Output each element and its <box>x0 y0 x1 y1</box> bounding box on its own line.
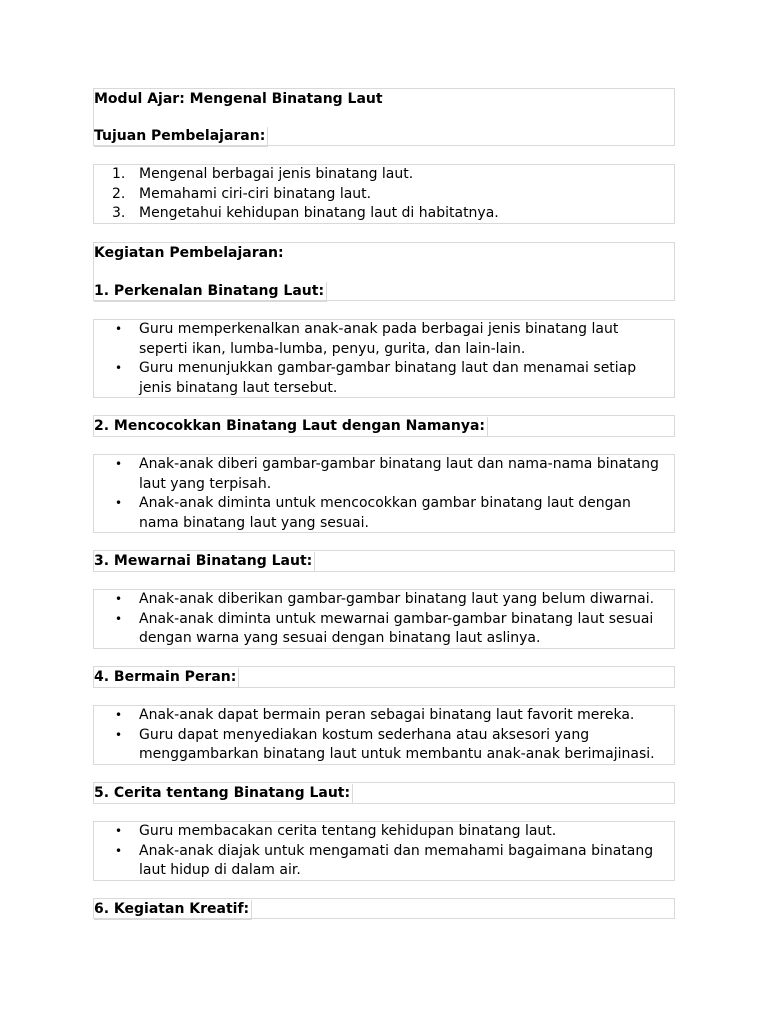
bullet-marker: • <box>115 824 123 838</box>
bullet-marker: • <box>115 361 123 375</box>
section-heading: 2. Mencocokkan Binatang Laut dengan Namanya: <box>94 417 488 437</box>
section-heading: 1. Perkenalan Binatang Laut: <box>94 282 327 302</box>
list-item: 3. Mengetahui kehidupan binatang laut di habitatnya. <box>94 204 674 224</box>
list-item: • Guru memperkenalkan anak-anak pada berbagai jenis binatang laut seperti ikan, lumba-lumba, penyu, gurita, dan lain-lain. <box>115 321 619 357</box>
section-heading-box <box>93 666 675 688</box>
section-heading: 5. Cerita tentang Binatang Laut: <box>94 784 353 804</box>
list-item: • Anak-anak diajak untuk mengamati dan memahami bagaimana binatang laut hidup di dalam air. <box>115 842 654 878</box>
section-list-box <box>93 319 675 398</box>
bullet-marker: • <box>115 457 123 471</box>
activities-heading: Kegiatan Pembelajaran: <box>94 245 284 261</box>
bullet-marker: • <box>115 496 123 510</box>
list-item: • Anak-anak diminta untuk mewarnai gambar-gambar binatang laut sesuai dengan warna yang sesuai dengan binatang laut aslinya. <box>115 610 654 646</box>
number-marker: 1. <box>112 166 126 182</box>
section-heading: 6. Kegiatan Kreatif: <box>94 900 252 920</box>
section-list-box <box>93 705 675 765</box>
bullet-marker: • <box>115 708 123 722</box>
objectives-list <box>94 165 674 224</box>
bullet-marker: • <box>115 843 123 858</box>
number-marker: 3. <box>112 205 126 221</box>
bullet-list <box>94 455 674 533</box>
list-item: 1. Mengenal berbagai jenis binatang laut. <box>94 165 674 185</box>
activities-block <box>93 242 675 301</box>
list-item: 2. Memahami ciri-ciri binatang laut. <box>94 185 674 205</box>
bullet-marker: • <box>115 727 123 742</box>
list-item: • Anak-anak dapat bermain peran sebagai binatang laut favorit mereka. <box>94 706 674 726</box>
list-item: • Guru dapat menyediakan kostum sederhana atau aksesori yang menggambarkan binatang laut untuk membantu anak-anak berimajinasi. <box>115 726 655 762</box>
bullet-list <box>94 590 674 649</box>
section-heading-box <box>93 782 675 804</box>
bullet-marker: • <box>115 611 123 626</box>
section-heading-box <box>93 550 675 572</box>
list-item: • Guru membacakan cerita tentang kehidupan binatang laut. <box>94 822 674 842</box>
section-heading-box <box>93 415 675 437</box>
bullet-list <box>94 822 674 881</box>
list-item: • Anak-anak diberikan gambar-gambar binatang laut yang belum diwarnai. <box>94 590 674 610</box>
section-list-box <box>93 589 675 649</box>
section-heading-box <box>93 898 675 919</box>
bullet-list <box>94 706 674 765</box>
page-title: Modul Ajar: Mengenal Binatang Laut <box>94 91 383 107</box>
title-block <box>93 88 675 146</box>
list-item: • Anak-anak diberi gambar-gambar binatang laut dan nama-nama binatang laut yang terpisah. <box>115 456 659 492</box>
number-marker: 2. <box>112 185 126 202</box>
objectives-list-box <box>93 164 675 224</box>
bullet-marker: • <box>115 322 123 336</box>
list-item: • Anak-anak diminta untuk mencocokkan gambar binatang laut dengan nama binatang laut yang sesuai. <box>115 495 631 531</box>
section-list-box <box>93 454 675 533</box>
section-list-box <box>93 821 675 881</box>
bullet-list <box>94 320 674 398</box>
list-item: • Guru menunjukkan gambar-gambar binatang laut dan menamai setiap jenis binatang laut tersebut. <box>115 360 637 396</box>
objectives-heading: Tujuan Pembelajaran: <box>94 127 268 147</box>
section-heading: 3. Mewarnai Binatang Laut: <box>94 552 315 572</box>
section-heading: 4. Bermain Peran: <box>94 668 239 688</box>
bullet-marker: • <box>115 592 123 606</box>
